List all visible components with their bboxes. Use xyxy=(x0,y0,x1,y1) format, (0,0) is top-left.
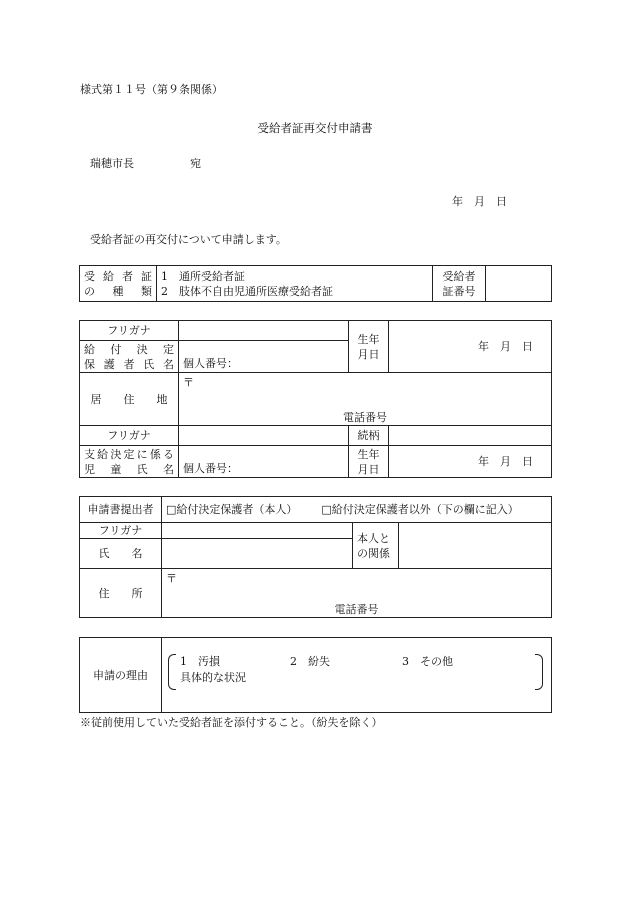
reason-field[interactable] xyxy=(162,638,552,713)
child-birth-label: 生年 月日 xyxy=(349,446,389,478)
left-bracket xyxy=(168,654,176,690)
guardian-address-label: 居 住 地 xyxy=(80,373,179,426)
reason-option-other[interactable]: 3 その他 xyxy=(402,655,453,668)
guardian-furigana-label: フリガナ xyxy=(80,321,179,341)
footnote: ※従前使用していた受給者証を添付すること。（紛失を除く） xyxy=(80,716,383,729)
submitter-address-label: 住 所 xyxy=(80,569,162,618)
child-birth-date[interactable]: 年 月 日 xyxy=(389,446,552,478)
child-furigana-field[interactable] xyxy=(179,426,349,446)
guardian-postal-mark: 〒 xyxy=(183,376,194,389)
submitter-relation-label: 本人と の関係 xyxy=(353,523,399,569)
child-personal-number-label: 個人番号： xyxy=(183,462,238,475)
application-date[interactable]: 年 月 日 xyxy=(452,195,507,208)
guardian-address-field[interactable] xyxy=(179,373,552,426)
guardian-phone-label: 電話番号 xyxy=(343,411,387,424)
guardian-furigana-field[interactable] xyxy=(179,321,349,341)
submitter-option-other[interactable]: □給付決定保護者以外（下の欄に記入） xyxy=(321,503,519,516)
reason-detail-label: 具体的な状況 xyxy=(180,671,246,684)
child-furigana-label: フリガナ xyxy=(80,426,179,446)
submitter-phone-label: 電話番号 xyxy=(334,603,379,616)
form-title: 受給者証再交付申請書 xyxy=(257,121,373,135)
intro-text: 受給者証の再交付について申請します。 xyxy=(90,233,287,246)
certificate-type-options[interactable] xyxy=(157,266,433,302)
certificate-option-medical[interactable]: 2 肢体不自由児通所医療受給者証 xyxy=(161,284,333,298)
submitter-options xyxy=(162,497,552,523)
submitter-address-field[interactable] xyxy=(162,569,552,618)
submitter-postal-mark: 〒 xyxy=(166,572,177,585)
guardian-birth-label: 生年 月日 xyxy=(349,321,389,373)
reason-option-soiled[interactable]: 1 汚損 xyxy=(180,655,220,668)
reason-table xyxy=(79,637,552,713)
child-name-field[interactable] xyxy=(179,446,349,478)
right-bracket xyxy=(535,654,543,690)
certificate-option-outpatient[interactable]: 1 通所受給者証 xyxy=(161,269,245,283)
guardian-birth-date[interactable]: 年 月 日 xyxy=(389,321,552,373)
certificate-number-field[interactable] xyxy=(486,266,552,302)
certificate-type-table xyxy=(79,265,552,302)
child-name-label: 支給決定に係る 児 童 氏 名 xyxy=(80,446,179,478)
addressee xyxy=(90,155,201,171)
certificate-number-label: 受給者 証番号 xyxy=(433,266,486,302)
submitter-label: 申請書提出者 xyxy=(80,497,162,523)
child-relationship-label: 続柄 xyxy=(349,426,389,446)
child-relationship-field[interactable] xyxy=(389,426,552,446)
submitter-name-label: 氏 名 xyxy=(80,539,162,569)
submitter-furigana-field[interactable] xyxy=(162,523,353,539)
reason-options xyxy=(180,654,453,669)
guardian-personal-number-label: 個人番号： xyxy=(183,357,238,370)
form-number: 様式第１１号（第９条関係） xyxy=(80,83,223,96)
guardian-name-label: 給 付 決 定 保 護 者 氏 名 xyxy=(80,341,179,373)
guardian-child-table xyxy=(79,320,552,478)
submitter-furigana-label: フリガナ xyxy=(80,523,162,539)
submitter-option-self[interactable]: □給付決定保護者（本人） xyxy=(166,503,298,516)
addressee-name: 瑞穂市長 xyxy=(90,157,134,170)
guardian-name-field[interactable] xyxy=(179,341,349,373)
submitter-name-field[interactable] xyxy=(162,539,353,569)
submitter-relation-field[interactable] xyxy=(399,523,552,569)
reason-option-lost[interactable]: 2 紛失 xyxy=(290,655,330,668)
reason-label: 申請の理由 xyxy=(80,638,162,713)
submitter-table xyxy=(79,496,552,618)
certificate-type-label: 受 給 者 証 の 種 類 xyxy=(80,266,157,302)
addressee-honorific: 宛 xyxy=(190,157,201,170)
